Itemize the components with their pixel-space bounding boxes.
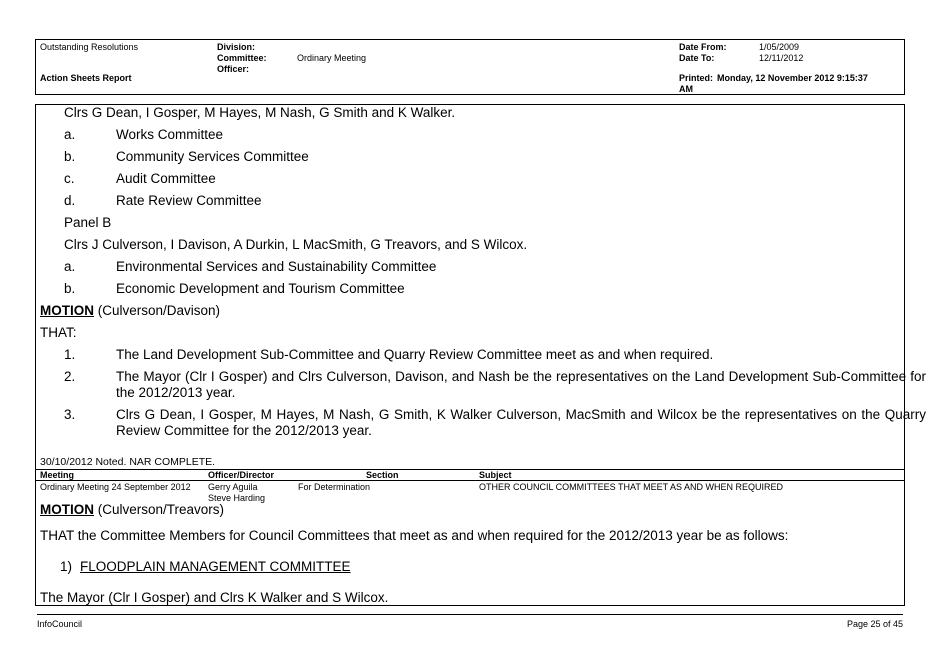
col-section: Section (366, 470, 399, 480)
that-heading: THAT: (40, 325, 77, 340)
completion-note: 30/10/2012 Noted. NAR COMPLETE. (40, 456, 216, 468)
date-to-value: 12/11/2012 (759, 53, 804, 63)
officer-value-1: Gerry Aguila (208, 482, 258, 492)
col-officer: Officer/Director (208, 470, 275, 480)
panel-a-councillors: Clrs G Dean, I Gosper, M Hayes, M Nash, G Smith and K Walker. (64, 105, 456, 120)
committee-item-title: FLOODPLAIN MANAGEMENT COMMITTEE (80, 559, 351, 574)
officer-value-2: Steve Harding (208, 493, 266, 503)
section-value: For Determination (298, 482, 371, 492)
printed-label: Printed: (679, 73, 714, 83)
page-footer (37, 614, 903, 629)
footer-brand: InfoCouncil (37, 619, 83, 629)
report-title: Outstanding Resolutions (40, 42, 139, 52)
col-meeting: Meeting (40, 470, 75, 480)
committee-item-number: 1) (60, 559, 73, 574)
resolution-content: Clrs G Dean, I Gosper, M Hayes, M Nash, G Smith and K Walker. a. Works Committee b. Community Services Committee c. Audit Committee d. Rate Review Committee Panel B Clrs J Culverson, I Davison, A Durkin, L MacSmith, G Treavors, and S Wilcox. a. Environmental Services and Sustainability Committee b. Economic Development and Tourism Committee MOTION (Culverson/Davison) THAT: 1. The Land Development Sub-Committee and Quarry Review Committee meet as and when required. 2. The Mayor (Clr I Gosper) and Clrs Culverson, Davison, and Nash be the representatives on the Land Development Sub-Committee for the 2012/2013 year. 3. Clrs G Dean, I Gosper, M Hayes, M Nash, G Smith, K Walker Culverson, MacSmith and Wilcox be the representatives on the Quarry Review Committee for the 2012/2013 year. 30/10/2012 Noted. NAR COMPLETE. Meeting Officer/Director Section Subject Ordinary Meeting 24 September 2012 Gerry Aguila Steve Harding For Determination OTHER COUNCIL COMMITTEES THAT MEET AS AND WHEN REQUIRED MOTION (Culverson/Treavors) THAT the Committee Members for Council Committees that meet as and when required for the 2012/2013 year be as follows: 1) FLOODPLAIN MANAGEMENT COMMITTEE The Mayor (Clr I Gosper) and Clrs K Walker and S Wilcox. (35, 104, 905, 606)
panel-b-heading: Panel B (64, 215, 112, 230)
committee-label: Committee: (217, 53, 267, 63)
page-number: Page 25 of 45 (846, 619, 903, 629)
report-type: Action Sheets Report (40, 73, 132, 83)
printed-value: Monday, 12 November 2012 9:15:37 (717, 73, 868, 83)
panel-b-councillors: Clrs J Culverson, I Davison, A Durkin, L MacSmith, G Treavors, and S Wilcox. (64, 237, 528, 252)
report-header (35, 39, 905, 95)
col-subject: Subject (479, 470, 512, 480)
date-from-label: Date From: (679, 42, 727, 52)
committee-value: Ordinary Meeting (297, 53, 367, 63)
officer-label: Officer: (217, 64, 250, 74)
subject-value: OTHER COUNCIL COMMITTEES THAT MEET AS AND WHEN REQUIRED (479, 482, 784, 492)
printed-value-cont: AM (679, 84, 693, 94)
that-text: THAT the Committee Members for Council Committees that meet as and when required for the 2012/2013 year be as follows: (40, 528, 789, 543)
motion-heading: MOTION (Culverson/Davison) (40, 303, 221, 318)
date-to-label: Date To: (679, 53, 715, 63)
date-from-value: 1/05/2009 (759, 42, 800, 52)
meeting-value: Ordinary Meeting 24 September 2012 (40, 482, 191, 492)
committee-members: The Mayor (Clr I Gosper) and Clrs K Walker and S Wilcox. (40, 590, 389, 605)
division-label: Division: (217, 42, 256, 52)
motion-heading-2: MOTION (Culverson/Treavors) (40, 502, 225, 517)
meta-data-row (36, 480, 904, 503)
